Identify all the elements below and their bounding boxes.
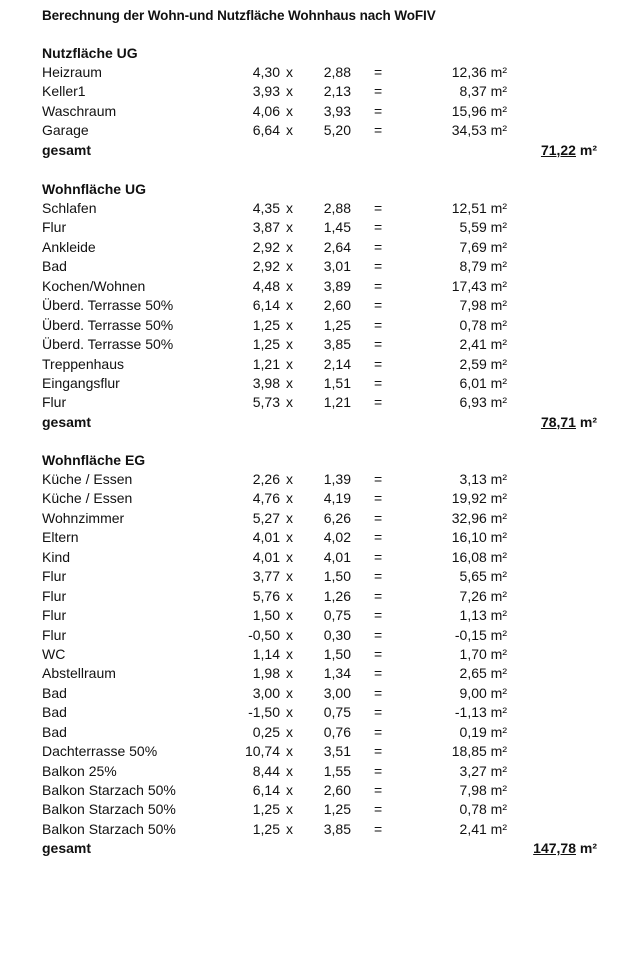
table-row xyxy=(0,489,641,508)
width-value: 0,76 xyxy=(323,723,351,740)
equals-sign: = xyxy=(374,820,383,837)
length-value: 8,44 xyxy=(252,762,280,779)
times-sign: x xyxy=(286,743,293,760)
table-row xyxy=(0,703,641,722)
equals-sign: = xyxy=(374,587,383,604)
times-sign: x xyxy=(286,238,293,255)
table-row xyxy=(0,800,641,819)
total-row xyxy=(0,839,641,858)
width-value: 4,19 xyxy=(323,490,351,507)
length-value: 5,73 xyxy=(252,394,280,411)
room-name: Kind xyxy=(42,548,71,565)
area-value: 16,08 m² xyxy=(451,548,507,565)
times-sign: x xyxy=(286,723,293,740)
room-name: Flur xyxy=(42,607,67,624)
length-value: 2,26 xyxy=(252,471,280,487)
table-row xyxy=(0,296,641,315)
room-name: Waschraum xyxy=(42,102,117,119)
width-value: 1,45 xyxy=(323,219,351,236)
times-sign: x xyxy=(286,704,293,721)
area-value: 9,00 m² xyxy=(459,684,507,701)
length-value: 4,35 xyxy=(252,200,280,216)
width-value: 1,50 xyxy=(323,645,351,662)
table-row xyxy=(0,393,641,412)
times-sign: x xyxy=(286,665,293,682)
room-name: Überd. Terrasse 50% xyxy=(42,297,174,314)
width-value: 3,51 xyxy=(323,743,351,760)
width-value: 2,88 xyxy=(323,64,351,80)
length-value: 6,14 xyxy=(252,297,280,314)
equals-sign: = xyxy=(374,238,383,255)
room-name: Balkon Starzach 50% xyxy=(42,782,176,798)
room-name: Heizraum xyxy=(42,64,102,80)
equals-sign: = xyxy=(374,568,383,585)
room-name: Balkon Starzach 50% xyxy=(42,820,176,837)
total-unit: m² xyxy=(579,141,597,158)
room-name: Keller1 xyxy=(42,83,86,100)
total-value xyxy=(541,413,597,432)
length-value: 3,98 xyxy=(252,374,280,391)
length-value: 10,74 xyxy=(244,743,280,760)
length-value: 3,77 xyxy=(252,568,280,585)
width-value: 0,75 xyxy=(323,607,351,624)
equals-sign: = xyxy=(374,374,383,391)
area-value: 3,27 m² xyxy=(459,762,507,779)
equals-sign: = xyxy=(374,665,383,682)
total-number: 78,71 xyxy=(540,413,576,430)
room-name: Wohnzimmer xyxy=(42,509,125,526)
room-name: Flur xyxy=(42,568,67,585)
table-row xyxy=(0,606,641,625)
room-name: Bad xyxy=(42,723,67,740)
room-name: Überd. Terrasse 50% xyxy=(42,316,174,333)
table-row xyxy=(0,82,641,101)
table-row xyxy=(0,63,641,82)
length-value: 4,01 xyxy=(252,548,280,565)
room-name: Bad xyxy=(42,258,67,275)
document-title: Berechnung der Wohn-und Nutzfläche Wohnhaus nach WoFIV xyxy=(42,8,436,23)
table-row xyxy=(0,587,641,606)
length-value: -0,50 xyxy=(248,626,280,643)
width-value: 1,50 xyxy=(323,568,351,585)
width-value: 2,13 xyxy=(323,83,351,100)
table-row xyxy=(0,355,641,374)
times-sign: x xyxy=(286,200,293,216)
width-value: 2,88 xyxy=(323,200,351,216)
equals-sign: = xyxy=(374,801,383,818)
length-value: 5,27 xyxy=(252,509,280,526)
length-value: 1,98 xyxy=(252,665,280,682)
length-value: 3,00 xyxy=(252,684,280,701)
length-value: 1,50 xyxy=(252,607,280,624)
width-value: 2,14 xyxy=(323,355,351,372)
width-value: 4,01 xyxy=(323,548,351,565)
room-name: Balkon 25% xyxy=(42,762,117,779)
times-sign: x xyxy=(286,801,293,818)
equals-sign: = xyxy=(374,723,383,740)
width-value: 2,64 xyxy=(323,238,351,255)
equals-sign: = xyxy=(374,83,383,100)
table-row xyxy=(0,257,641,276)
length-value: 5,76 xyxy=(252,587,280,604)
equals-sign: = xyxy=(374,782,383,798)
times-sign: x xyxy=(286,336,293,353)
equals-sign: = xyxy=(374,607,383,624)
area-value: 8,37 m² xyxy=(459,83,507,100)
total-label: gesamt xyxy=(42,413,92,430)
room-name: WC xyxy=(42,645,66,662)
equals-sign: = xyxy=(374,200,383,216)
times-sign: x xyxy=(286,490,293,507)
total-row xyxy=(0,141,641,160)
times-sign: x xyxy=(286,83,293,100)
equals-sign: = xyxy=(374,509,383,526)
length-value: 0,25 xyxy=(252,723,280,740)
width-value: 1,25 xyxy=(323,316,351,333)
width-value: 1,39 xyxy=(323,471,351,487)
equals-sign: = xyxy=(374,277,383,294)
width-value: 1,55 xyxy=(323,762,351,779)
area-value: 7,98 m² xyxy=(459,297,507,314)
table-row xyxy=(0,548,641,567)
table-row xyxy=(0,121,641,140)
section-heading: Wohnfläche EG xyxy=(42,452,146,468)
length-value: 3,93 xyxy=(252,83,280,100)
room-name: Flur xyxy=(42,626,67,643)
section-heading: Nutzfläche UG xyxy=(42,45,138,61)
times-sign: x xyxy=(286,355,293,372)
length-value: 6,64 xyxy=(252,122,280,139)
equals-sign: = xyxy=(374,471,383,487)
width-value: 1,21 xyxy=(323,394,351,411)
section-wohnflaeche-ug xyxy=(0,180,641,432)
table-row xyxy=(0,374,641,393)
room-name: Abstellraum xyxy=(42,665,116,682)
times-sign: x xyxy=(286,782,293,798)
room-name: Dachterrasse 50% xyxy=(42,743,158,760)
table-row xyxy=(0,238,641,257)
length-value: 4,06 xyxy=(252,102,280,119)
section-heading: Wohnfläche UG xyxy=(42,181,146,197)
width-value: 4,02 xyxy=(323,529,351,546)
width-value: 0,30 xyxy=(323,626,351,643)
length-value: 6,14 xyxy=(252,782,280,798)
equals-sign: = xyxy=(374,258,383,275)
times-sign: x xyxy=(286,122,293,139)
area-value: 2,41 m² xyxy=(459,820,507,837)
equals-sign: = xyxy=(374,102,383,119)
times-sign: x xyxy=(286,394,293,411)
equals-sign: = xyxy=(374,219,383,236)
width-value: 1,25 xyxy=(323,801,351,818)
length-value: 2,92 xyxy=(252,238,280,255)
table-row xyxy=(0,509,641,528)
times-sign: x xyxy=(286,471,293,487)
width-value: 1,51 xyxy=(323,374,351,391)
room-name: Ankleide xyxy=(42,238,96,255)
area-value: 6,93 m² xyxy=(459,394,507,411)
total-label: gesamt xyxy=(42,840,92,857)
times-sign: x xyxy=(286,529,293,546)
times-sign: x xyxy=(286,258,293,275)
area-value: -0,15 m² xyxy=(454,626,507,643)
room-name: Garage xyxy=(42,122,89,139)
width-value: 5,20 xyxy=(323,122,351,139)
area-value: 0,78 m² xyxy=(459,316,507,333)
times-sign: x xyxy=(286,548,293,565)
room-name: Küche / Essen xyxy=(42,490,133,507)
times-sign: x xyxy=(286,374,293,391)
table-row xyxy=(0,684,641,703)
times-sign: x xyxy=(286,297,293,314)
length-value: 3,87 xyxy=(252,219,280,236)
equals-sign: = xyxy=(374,762,383,779)
times-sign: x xyxy=(286,568,293,585)
table-row xyxy=(0,762,641,781)
equals-sign: = xyxy=(374,548,383,565)
length-value: 4,76 xyxy=(252,490,280,507)
area-value: 8,79 m² xyxy=(459,258,507,275)
total-row xyxy=(0,413,641,432)
area-value: -1,13 m² xyxy=(454,704,507,721)
table-row xyxy=(0,316,641,335)
length-value: 1,21 xyxy=(252,355,280,372)
width-value: 2,60 xyxy=(323,782,351,798)
area-value: 18,85 m² xyxy=(451,743,507,760)
area-value: 12,51 m² xyxy=(451,200,507,216)
total-unit: m² xyxy=(579,413,597,430)
area-value: 15,96 m² xyxy=(451,102,507,119)
equals-sign: = xyxy=(374,122,383,139)
length-value: 1,14 xyxy=(252,645,280,662)
times-sign: x xyxy=(286,102,293,119)
total-label: gesamt xyxy=(42,141,92,158)
times-sign: x xyxy=(286,219,293,236)
length-value: 1,25 xyxy=(252,801,280,818)
room-name: Schlafen xyxy=(42,200,97,216)
width-value: 0,75 xyxy=(323,704,351,721)
equals-sign: = xyxy=(374,394,383,411)
width-value: 3,89 xyxy=(323,277,351,294)
room-name: Küche / Essen xyxy=(42,471,133,487)
room-name: Bad xyxy=(42,704,67,721)
table-row xyxy=(0,277,641,296)
total-unit: m² xyxy=(579,840,597,857)
equals-sign: = xyxy=(374,704,383,721)
area-value: 2,59 m² xyxy=(459,355,507,372)
table-row xyxy=(0,218,641,237)
area-value: 17,43 m² xyxy=(451,277,507,294)
length-value: 1,25 xyxy=(252,316,280,333)
length-value: 4,30 xyxy=(252,64,280,80)
equals-sign: = xyxy=(374,355,383,372)
table-row xyxy=(0,199,641,218)
area-value: 0,78 m² xyxy=(459,801,507,818)
area-value: 5,65 m² xyxy=(459,568,507,585)
table-row xyxy=(0,102,641,121)
room-name: Kochen/Wohnen xyxy=(42,277,146,294)
total-number: 71,22 xyxy=(540,141,576,158)
room-name: Treppenhaus xyxy=(42,355,124,372)
area-value: 34,53 m² xyxy=(451,122,507,139)
room-name: Überd. Terrasse 50% xyxy=(42,336,174,353)
table-row xyxy=(0,567,641,586)
length-value: 1,25 xyxy=(252,820,280,837)
area-value: 1,13 m² xyxy=(459,607,507,624)
area-value: 0,19 m² xyxy=(459,723,507,740)
table-row xyxy=(0,645,641,664)
times-sign: x xyxy=(286,820,293,837)
length-value: 2,92 xyxy=(252,258,280,275)
table-row xyxy=(0,742,641,761)
times-sign: x xyxy=(286,762,293,779)
area-value: 3,13 m² xyxy=(459,471,507,487)
length-value: 4,48 xyxy=(252,277,280,294)
area-value: 2,65 m² xyxy=(459,665,507,682)
table-row xyxy=(0,781,641,800)
times-sign: x xyxy=(286,277,293,294)
area-value: 32,96 m² xyxy=(451,509,507,526)
width-value: 1,26 xyxy=(323,587,351,604)
equals-sign: = xyxy=(374,297,383,314)
area-value: 12,36 m² xyxy=(451,64,507,80)
equals-sign: = xyxy=(374,336,383,353)
equals-sign: = xyxy=(374,684,383,701)
area-value: 6,01 m² xyxy=(459,374,507,391)
length-value: -1,50 xyxy=(248,704,280,721)
room-name: Bad xyxy=(42,684,67,701)
equals-sign: = xyxy=(374,645,383,662)
times-sign: x xyxy=(286,626,293,643)
area-value: 7,98 m² xyxy=(459,782,507,798)
equals-sign: = xyxy=(374,743,383,760)
equals-sign: = xyxy=(374,316,383,333)
table-row xyxy=(0,528,641,547)
room-name: Eingangsflur xyxy=(42,374,120,391)
width-value: 2,60 xyxy=(323,297,351,314)
times-sign: x xyxy=(286,509,293,526)
room-name: Flur xyxy=(42,219,67,236)
length-value: 1,25 xyxy=(252,336,280,353)
length-value: 4,01 xyxy=(252,529,280,546)
area-value: 7,69 m² xyxy=(459,238,507,255)
room-name: Flur xyxy=(42,394,67,411)
room-name: Balkon Starzach 50% xyxy=(42,801,176,818)
total-value xyxy=(541,141,597,160)
times-sign: x xyxy=(286,607,293,624)
width-value: 3,85 xyxy=(323,336,351,353)
width-value: 3,85 xyxy=(323,820,351,837)
times-sign: x xyxy=(286,684,293,701)
width-value: 1,34 xyxy=(323,665,351,682)
area-value: 7,26 m² xyxy=(459,587,507,604)
area-value: 5,59 m² xyxy=(459,219,507,236)
times-sign: x xyxy=(286,316,293,333)
room-name: Eltern xyxy=(42,529,79,546)
table-row xyxy=(0,664,641,683)
table-row xyxy=(0,626,641,645)
times-sign: x xyxy=(286,587,293,604)
equals-sign: = xyxy=(374,490,383,507)
area-value: 19,92 m² xyxy=(451,490,507,507)
width-value: 6,26 xyxy=(323,509,351,526)
width-value: 3,93 xyxy=(323,102,351,119)
equals-sign: = xyxy=(374,529,383,546)
total-number: 147,78 xyxy=(533,840,576,857)
equals-sign: = xyxy=(374,626,383,643)
equals-sign: = xyxy=(374,64,383,80)
width-value: 3,01 xyxy=(323,258,351,275)
table-row xyxy=(0,335,641,354)
area-value: 1,70 m² xyxy=(459,645,507,662)
total-value xyxy=(533,839,597,858)
section-nutzflaeche-ug xyxy=(0,44,641,160)
table-row xyxy=(0,820,641,839)
width-value: 3,00 xyxy=(323,684,351,701)
table-row xyxy=(0,723,641,742)
room-name: Flur xyxy=(42,587,67,604)
section-wohnflaeche-eg xyxy=(0,451,641,858)
times-sign: x xyxy=(286,64,293,80)
area-value: 16,10 m² xyxy=(451,529,507,546)
times-sign: x xyxy=(286,645,293,662)
table-row xyxy=(0,470,641,489)
area-value: 2,41 m² xyxy=(459,336,507,353)
